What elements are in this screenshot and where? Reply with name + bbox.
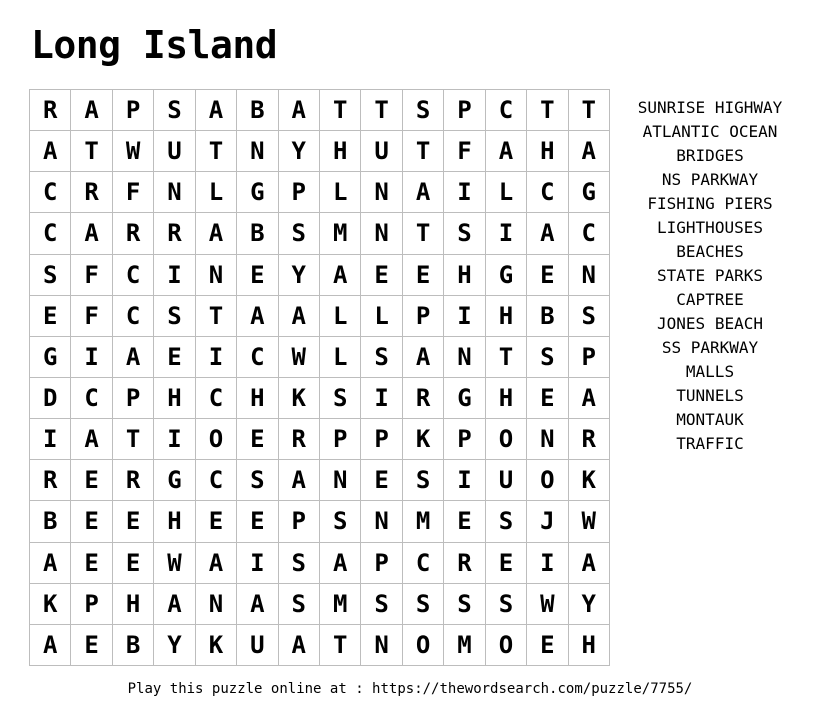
grid-cell[interactable]: C bbox=[71, 378, 112, 419]
grid-cell[interactable]: F bbox=[71, 255, 112, 296]
grid-cell[interactable]: S bbox=[486, 584, 527, 625]
grid-cell[interactable]: T bbox=[569, 90, 610, 131]
grid-cell[interactable]: E bbox=[30, 296, 71, 337]
grid-cell[interactable]: S bbox=[444, 213, 485, 254]
grid-cell[interactable]: L bbox=[320, 296, 361, 337]
grid-cell[interactable]: I bbox=[486, 213, 527, 254]
grid-cell[interactable]: P bbox=[279, 172, 320, 213]
grid-cell[interactable]: E bbox=[71, 543, 112, 584]
grid-cell[interactable]: A bbox=[113, 337, 154, 378]
grid-cell[interactable]: P bbox=[71, 584, 112, 625]
grid-cell[interactable]: T bbox=[403, 213, 444, 254]
grid-cell[interactable]: N bbox=[361, 625, 402, 666]
grid-cell[interactable]: A bbox=[527, 213, 568, 254]
grid-cell[interactable]: E bbox=[361, 255, 402, 296]
grid-cell[interactable]: P bbox=[403, 296, 444, 337]
grid-cell[interactable]: G bbox=[154, 460, 195, 501]
grid-cell[interactable]: P bbox=[569, 337, 610, 378]
grid-cell[interactable]: N bbox=[444, 337, 485, 378]
grid-cell[interactable]: S bbox=[361, 584, 402, 625]
word-list-item: MALLS bbox=[685, 362, 735, 381]
grid-cell[interactable]: E bbox=[71, 625, 112, 666]
grid-cell[interactable]: N bbox=[320, 460, 361, 501]
grid-cell[interactable]: H bbox=[113, 584, 154, 625]
grid-cell[interactable]: E bbox=[237, 419, 278, 460]
word-list-item: JONES BEACH bbox=[657, 314, 763, 333]
grid-cell[interactable]: H bbox=[237, 378, 278, 419]
grid-cell[interactable]: M bbox=[444, 625, 485, 666]
grid-cell[interactable]: T bbox=[320, 625, 361, 666]
grid-cell[interactable]: S bbox=[320, 501, 361, 542]
word-list-item: TRAFFIC bbox=[676, 434, 744, 453]
puzzle-title: Long Island bbox=[31, 23, 278, 67]
grid-cell[interactable]: E bbox=[154, 337, 195, 378]
word-list-item: BRIDGES bbox=[676, 146, 744, 165]
grid-cell[interactable]: P bbox=[444, 419, 485, 460]
grid-cell[interactable]: P bbox=[279, 501, 320, 542]
grid-cell[interactable]: Y bbox=[154, 625, 195, 666]
grid-cell[interactable]: I bbox=[30, 419, 71, 460]
grid-cell[interactable]: B bbox=[30, 501, 71, 542]
grid-cell[interactable]: E bbox=[237, 255, 278, 296]
grid-cell[interactable]: O bbox=[403, 625, 444, 666]
grid-cell[interactable]: S bbox=[279, 213, 320, 254]
grid-cell[interactable]: Y bbox=[279, 255, 320, 296]
grid-cell[interactable]: M bbox=[320, 584, 361, 625]
grid-cell[interactable]: A bbox=[279, 90, 320, 131]
grid-cell[interactable]: G bbox=[237, 172, 278, 213]
grid-cell[interactable]: E bbox=[527, 625, 568, 666]
grid-cell[interactable]: K bbox=[569, 460, 610, 501]
grid-cell[interactable]: L bbox=[196, 172, 237, 213]
grid-cell[interactable]: N bbox=[196, 584, 237, 625]
grid-cell[interactable]: S bbox=[403, 584, 444, 625]
grid-cell[interactable]: R bbox=[30, 90, 71, 131]
grid-cell[interactable]: T bbox=[196, 296, 237, 337]
grid-cell[interactable]: O bbox=[486, 419, 527, 460]
grid-cell[interactable]: F bbox=[444, 131, 485, 172]
grid-cell[interactable]: I bbox=[444, 296, 485, 337]
grid-cell[interactable]: E bbox=[444, 501, 485, 542]
grid-cell[interactable]: W bbox=[279, 337, 320, 378]
grid-cell[interactable]: C bbox=[30, 213, 71, 254]
grid-cell[interactable]: W bbox=[113, 131, 154, 172]
grid-cell[interactable]: H bbox=[486, 378, 527, 419]
grid-cell[interactable]: R bbox=[30, 460, 71, 501]
grid-cell[interactable]: A bbox=[71, 213, 112, 254]
word-list-item: TUNNELS bbox=[676, 386, 744, 405]
grid-cell[interactable]: L bbox=[486, 172, 527, 213]
grid-cell[interactable]: W bbox=[569, 501, 610, 542]
grid-cell[interactable]: U bbox=[237, 625, 278, 666]
grid-cell[interactable]: N bbox=[569, 255, 610, 296]
grid-cell[interactable]: A bbox=[486, 131, 527, 172]
word-list-item: BEACHES bbox=[676, 242, 744, 261]
grid-cell[interactable]: P bbox=[444, 90, 485, 131]
grid-cell[interactable]: K bbox=[279, 378, 320, 419]
grid-cell[interactable]: S bbox=[320, 378, 361, 419]
grid-cell[interactable]: A bbox=[237, 296, 278, 337]
grid-cell[interactable]: S bbox=[444, 584, 485, 625]
grid-cell[interactable]: B bbox=[237, 90, 278, 131]
grid-cell[interactable]: A bbox=[196, 90, 237, 131]
grid-cell[interactable]: U bbox=[486, 460, 527, 501]
grid-cell[interactable]: R bbox=[403, 378, 444, 419]
grid-cell[interactable]: F bbox=[113, 172, 154, 213]
grid-cell[interactable]: S bbox=[361, 337, 402, 378]
word-list-item: NS PARKWAY bbox=[661, 170, 759, 189]
grid-cell[interactable]: H bbox=[444, 255, 485, 296]
grid-cell[interactable]: C bbox=[527, 172, 568, 213]
grid-cell[interactable]: I bbox=[154, 419, 195, 460]
grid-cell[interactable]: P bbox=[113, 378, 154, 419]
grid-cell[interactable]: N bbox=[527, 419, 568, 460]
grid-cell[interactable]: N bbox=[196, 255, 237, 296]
grid-cell[interactable]: A bbox=[279, 296, 320, 337]
grid-cell[interactable]: F bbox=[71, 296, 112, 337]
grid-cell[interactable]: E bbox=[113, 501, 154, 542]
grid-cell[interactable]: A bbox=[71, 90, 112, 131]
grid-cell[interactable]: Y bbox=[279, 131, 320, 172]
word-list-item: SUNRISE HIGHWAY bbox=[637, 98, 783, 117]
grid-cell[interactable]: A bbox=[30, 131, 71, 172]
word-list-item: STATE PARKS bbox=[657, 266, 763, 285]
grid-cell[interactable]: A bbox=[30, 625, 71, 666]
grid-cell[interactable]: A bbox=[569, 378, 610, 419]
word-list-item: CAPTREE bbox=[676, 290, 744, 309]
grid-cell[interactable]: G bbox=[444, 378, 485, 419]
grid-cell[interactable]: H bbox=[154, 501, 195, 542]
grid-cell[interactable]: H bbox=[486, 296, 527, 337]
grid-cell[interactable]: I bbox=[361, 378, 402, 419]
grid-cell[interactable]: T bbox=[71, 131, 112, 172]
grid-cell[interactable]: K bbox=[403, 419, 444, 460]
grid-cell[interactable]: C bbox=[113, 255, 154, 296]
grid-cell[interactable]: N bbox=[154, 172, 195, 213]
grid-cell[interactable]: W bbox=[154, 543, 195, 584]
grid-cell[interactable]: R bbox=[279, 419, 320, 460]
grid-cell[interactable]: R bbox=[154, 213, 195, 254]
word-list-item: MONTAUK bbox=[676, 410, 744, 429]
grid-cell[interactable]: A bbox=[196, 213, 237, 254]
grid-cell[interactable]: C bbox=[403, 543, 444, 584]
grid-cell[interactable]: A bbox=[30, 543, 71, 584]
grid-cell[interactable]: I bbox=[444, 172, 485, 213]
grid-cell[interactable]: P bbox=[361, 419, 402, 460]
word-list bbox=[620, 96, 800, 456]
grid-cell[interactable]: A bbox=[237, 584, 278, 625]
grid-cell[interactable]: R bbox=[444, 543, 485, 584]
grid-cell[interactable]: S bbox=[527, 337, 568, 378]
grid-cell[interactable]: E bbox=[71, 460, 112, 501]
grid-cell[interactable]: S bbox=[154, 90, 195, 131]
grid-cell[interactable]: T bbox=[486, 337, 527, 378]
grid-cell[interactable]: H bbox=[527, 131, 568, 172]
grid-cell[interactable]: H bbox=[569, 625, 610, 666]
grid-cell[interactable]: L bbox=[320, 337, 361, 378]
grid-cell[interactable]: S bbox=[237, 460, 278, 501]
grid-cell[interactable]: I bbox=[527, 543, 568, 584]
grid-cell[interactable]: S bbox=[486, 501, 527, 542]
grid-cell[interactable]: A bbox=[279, 460, 320, 501]
grid-cell[interactable]: A bbox=[320, 255, 361, 296]
grid-cell[interactable]: A bbox=[154, 584, 195, 625]
word-list-item: SS PARKWAY bbox=[661, 338, 759, 357]
grid-cell[interactable]: K bbox=[30, 584, 71, 625]
word-list-item: FISHING PIERS bbox=[647, 194, 773, 213]
grid-cell[interactable]: B bbox=[527, 296, 568, 337]
grid-cell[interactable]: O bbox=[527, 460, 568, 501]
grid-cell[interactable]: T bbox=[196, 131, 237, 172]
grid-cell[interactable]: S bbox=[154, 296, 195, 337]
grid-cell[interactable]: R bbox=[71, 172, 112, 213]
grid-cell[interactable]: N bbox=[361, 213, 402, 254]
grid-cell[interactable]: W bbox=[527, 584, 568, 625]
grid-cell[interactable]: U bbox=[361, 131, 402, 172]
grid-cell[interactable]: L bbox=[320, 172, 361, 213]
grid-cell[interactable]: E bbox=[196, 501, 237, 542]
grid-cell[interactable]: O bbox=[196, 419, 237, 460]
grid-cell[interactable]: E bbox=[527, 378, 568, 419]
grid-cell[interactable]: I bbox=[444, 460, 485, 501]
grid-cell[interactable]: P bbox=[320, 419, 361, 460]
grid-cell[interactable]: E bbox=[403, 255, 444, 296]
grid-cell[interactable]: C bbox=[196, 378, 237, 419]
grid-cell[interactable]: E bbox=[361, 460, 402, 501]
grid-cell[interactable]: L bbox=[361, 296, 402, 337]
grid-cell[interactable]: A bbox=[196, 543, 237, 584]
grid-cell[interactable]: S bbox=[403, 460, 444, 501]
grid-cell[interactable]: E bbox=[527, 255, 568, 296]
grid-cell[interactable]: C bbox=[486, 90, 527, 131]
grid-cell[interactable]: A bbox=[320, 543, 361, 584]
grid-cell[interactable]: C bbox=[113, 296, 154, 337]
grid-cell[interactable]: S bbox=[279, 543, 320, 584]
grid-cell[interactable]: S bbox=[569, 296, 610, 337]
grid-cell[interactable]: E bbox=[486, 543, 527, 584]
grid-cell[interactable]: T bbox=[403, 131, 444, 172]
grid-cell[interactable]: H bbox=[154, 378, 195, 419]
grid-cell[interactable]: A bbox=[569, 131, 610, 172]
grid-cell[interactable]: E bbox=[237, 501, 278, 542]
grid-cell[interactable]: M bbox=[403, 501, 444, 542]
grid-cell[interactable]: C bbox=[30, 172, 71, 213]
grid-cell[interactable]: E bbox=[71, 501, 112, 542]
grid-cell[interactable]: S bbox=[279, 584, 320, 625]
grid-cell[interactable]: N bbox=[361, 501, 402, 542]
grid-cell[interactable]: G bbox=[486, 255, 527, 296]
grid-cell[interactable]: S bbox=[30, 255, 71, 296]
grid-cell[interactable]: I bbox=[196, 337, 237, 378]
grid-cell[interactable]: A bbox=[569, 543, 610, 584]
grid-cell[interactable]: A bbox=[279, 625, 320, 666]
grid-cell[interactable]: T bbox=[113, 419, 154, 460]
grid-cell[interactable]: P bbox=[113, 90, 154, 131]
grid-cell[interactable]: I bbox=[71, 337, 112, 378]
grid-cell[interactable]: T bbox=[527, 90, 568, 131]
grid-cell[interactable]: N bbox=[237, 131, 278, 172]
grid-cell[interactable]: R bbox=[569, 419, 610, 460]
grid-cell[interactable]: S bbox=[403, 90, 444, 131]
grid-cell[interactable]: B bbox=[237, 213, 278, 254]
grid-cell[interactable]: A bbox=[403, 172, 444, 213]
grid-cell[interactable]: I bbox=[237, 543, 278, 584]
grid-cell[interactable]: C bbox=[237, 337, 278, 378]
grid-cell[interactable]: U bbox=[154, 131, 195, 172]
grid-cell[interactable]: J bbox=[527, 501, 568, 542]
grid-cell[interactable]: A bbox=[71, 419, 112, 460]
grid-cell[interactable]: G bbox=[569, 172, 610, 213]
grid-cell[interactable]: A bbox=[403, 337, 444, 378]
grid-cell[interactable]: C bbox=[196, 460, 237, 501]
grid-cell[interactable]: K bbox=[196, 625, 237, 666]
word-list-item: LIGHTHOUSES bbox=[657, 218, 763, 237]
grid-cell[interactable]: T bbox=[320, 90, 361, 131]
grid-cell[interactable]: G bbox=[30, 337, 71, 378]
letter-grid bbox=[29, 89, 610, 666]
grid-cell[interactable]: R bbox=[113, 460, 154, 501]
grid-cell[interactable]: I bbox=[154, 255, 195, 296]
grid-cell[interactable]: E bbox=[113, 543, 154, 584]
grid-cell[interactable]: O bbox=[486, 625, 527, 666]
grid-cell[interactable]: D bbox=[30, 378, 71, 419]
grid-cell[interactable]: B bbox=[113, 625, 154, 666]
grid-cell[interactable]: Y bbox=[569, 584, 610, 625]
grid-cell[interactable]: P bbox=[361, 543, 402, 584]
grid-cell[interactable]: R bbox=[113, 213, 154, 254]
word-list-item: ATLANTIC OCEAN bbox=[642, 122, 778, 141]
grid-cell[interactable]: C bbox=[569, 213, 610, 254]
footer-text: Play this puzzle online at : https://thewordsearch.com/puzzle/7755/ bbox=[127, 681, 693, 697]
grid-cell[interactable]: N bbox=[361, 172, 402, 213]
grid-cell[interactable]: H bbox=[320, 131, 361, 172]
grid-cell[interactable]: T bbox=[361, 90, 402, 131]
grid-cell[interactable]: M bbox=[320, 213, 361, 254]
